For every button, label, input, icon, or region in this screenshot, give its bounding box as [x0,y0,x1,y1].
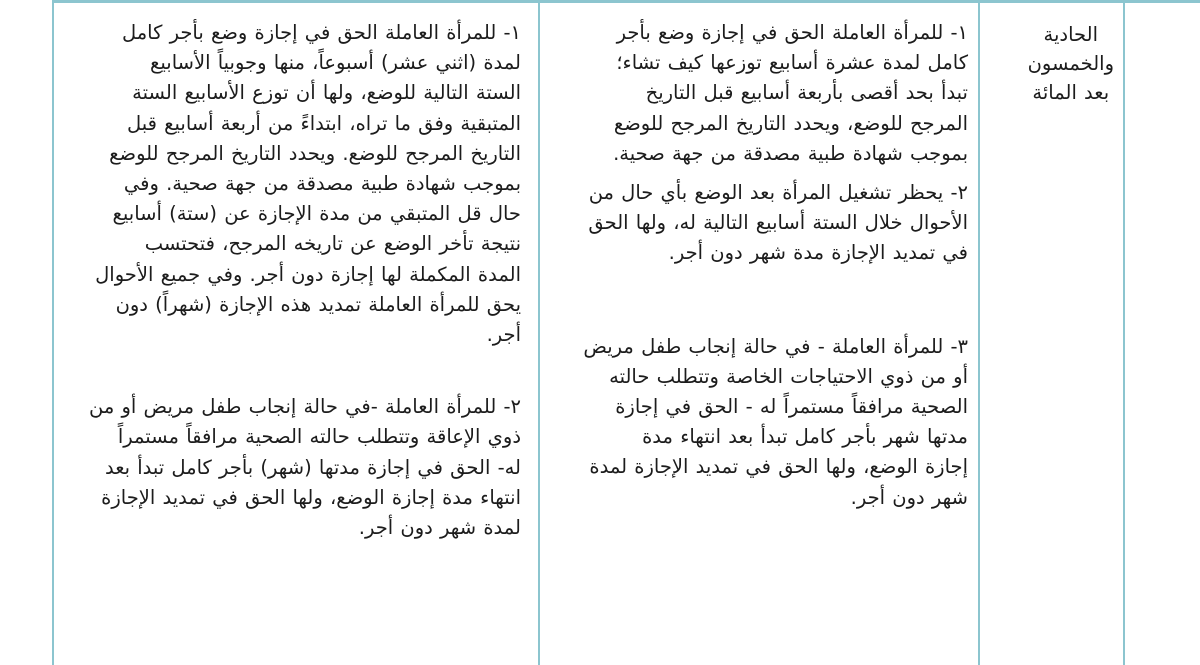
clause-line: ٢- للمرأة العاملة -في حالة إنجاب طفل مريض أو من [89,395,521,419]
proposed-text-cell [89,18,521,543]
clause-line: المرجح للوضع، ويحدد التاريخ المرجح للوضع [613,111,968,135]
clause-line: ٢- يحظر تشغيل المرأة بعد الوضع بأي حال من [588,181,968,205]
clause-line: كامل لمدة عشرة أسابيع توزعها كيف تشاء؛ [616,51,968,75]
clause-1 [89,18,521,350]
clause-line: التاريخ المرجح للوضع. ويحدد التاريخ المرجح للوضع [109,141,521,165]
clause-1 [583,18,968,169]
article-number-cell [1028,20,1114,107]
article-number-line: الحادية [1043,23,1099,46]
column-divider [978,0,980,665]
table-left-border [52,0,54,665]
clause-line: أجر. [486,323,521,347]
clause-line: ١- للمرأة العاملة الحق في إجازة وضع بأجر كامل [121,21,521,44]
clause-line: الأحوال خلال الستة أسابيع التالية له، ولها الحق [588,211,968,235]
clause-line: الصحية مرافقاً مستمراً له - الحق في إجازة [615,395,968,419]
clause-2 [89,392,521,543]
clause-line: حال قل المتبقي من مدة الإجازة عن (ستة) أسابيع [112,202,521,226]
article-number-line: والخمسون [1027,52,1114,75]
clause-line: المتبقية وفق ما تراه، ابتداءً من أربعة أسابيع قبل [126,111,521,135]
clause-line: تبدأ بحد أقصى بأربعة أسابيع قبل التاريخ [645,81,968,105]
clause-line: بموجب شهادة طبية مصدقة من جهة صحية. [613,141,968,165]
clause-2 [583,178,968,269]
clause-line: ذوي الإعاقة وتتطلب حالته الصحية مرافقاً مستمراً [117,425,521,449]
clause-line: بموجب شهادة طبية مصدقة من جهة صحية. وفي [123,172,521,196]
clause-line: في تمديد الإجازة مدة شهر دون أجر. [668,241,968,265]
clause-line: أو من ذوي الاحتياجات الخاصة وتتطلب حالته [609,364,968,388]
table-top-border [52,0,1200,3]
clause-line: المدة المكملة لها إجازة دون أجر. وفي جميع الأحوال [95,262,521,286]
clause-line: انتهاء مدة إجازة الوضع، ولها الحق في تمديد الإجازة [101,485,521,509]
clause-line: يحق للمرأة العاملة تمديد هذه الإجازة (شهراً) دون [115,292,521,316]
clause-line: لمدة شهر دون أجر. [358,516,521,540]
article-number-line: بعد المائة [1032,81,1110,104]
clause-line: ١- للمرأة العاملة الحق في إجازة وضع بأجر [616,21,968,44]
clause-line: الستة التالية للوضع، ولها أن توزع الأسابيع الستة [132,81,521,105]
clause-line: مدتها شهر بأجر كامل تبدأ بعد انتهاء مدة [642,425,968,449]
clause-line: إجازة الوضع، ولها الحق في تمديد الإجازة لمدة [589,455,968,479]
amended-text-cell [583,18,968,513]
clause-line: له- الحق في إجازة مدتها (شهر) بأجر كامل تبدأ بعد [104,455,521,479]
column-divider [538,0,540,665]
clause-3 [583,332,968,513]
column-divider [1123,0,1125,665]
clause-line: ٣- للمرأة العاملة - في حالة إنجاب طفل مريض [583,334,968,358]
clause-line: شهر دون أجر. [850,485,968,509]
clause-line: نتيجة تأخر الوضع عن تاريخه المرجح، فتحتسب [144,232,521,256]
clause-line: لمدة (اثني عشر) أسبوعاً، منها وجوبياً الأسابيع [150,51,521,75]
